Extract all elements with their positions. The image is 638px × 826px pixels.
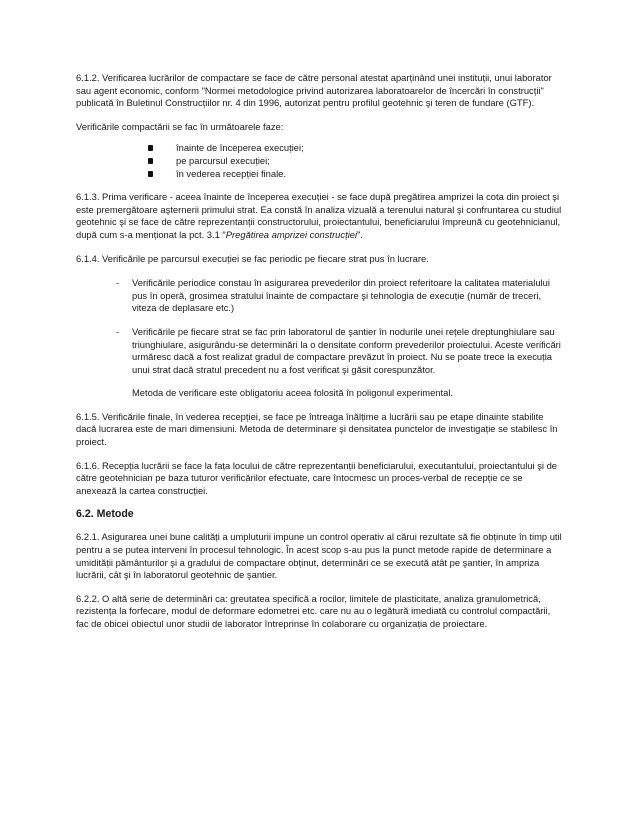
paragraph-6-1-3: 6.1.3. Prima verificare - aceea înainte de începerea execuției - se face după pregătirea amprizei la cota din proiect şi este premergătoare aşternerii primului strat. Ea constă în analiza vizuală a terenului natural şi confruntarea cu studiul geotehnic şi se face de către reprezentanții constructorului, proiectantului, beneficiarului împreună cu geotehnicianul, după cum s-a menționat la pct. 3.1 "Pregătirea amprizei construcției".	[76, 191, 562, 240]
bullet-icon	[148, 145, 153, 151]
list-item: - Verificările pe fiecare strat se fac prin laboratorul de şantier în nodurile unei rețele dreptunghiulare sau triunghiulare, asigurându-se determinări la o densitate conform prevederilor proiectului. Aceste verificări urmăresc dacă a fost realizat gradul de compactare prevăzut în proiect. Nu se poate trece la execuția unui strat dacă stratul precedent nu a fost verificat şi găsit corespunzător.	[116, 325, 561, 375]
list-item: în vederea recepției finale.	[148, 168, 562, 181]
paragraph-6-2-2: 6.2.2. O altă serie de determinări ca: greutatea specifică a rocilor, limitele de plasticitate, analiza granulometrică, rezistența la forfecare, modul de deformare edometrei etc. care nu au o legătură imediată cu controlul compactării, fac de obicei obiectul unor studii de laborator întreprinse în colaborare cu organizația de proiectare.	[76, 592, 551, 629]
document-page	[76, 72, 562, 642]
paragraph-6-1-6: 6.1.6. Recepția lucrării se face la fața locului de către reprezentanții beneficiarului, executantului, proiectantului şi de către geotehnician pe baza tuturor verificărilor efectuate, care întocmesc un proces-verbal de recepție ce se anexează la cartea construcției.	[76, 459, 558, 496]
list-item: pe parcursul execuției;	[148, 155, 562, 168]
dash-marker: -	[116, 325, 120, 337]
paragraph-6-2-1: 6.2.1. Asigurarea unei bune calități a umpluturii impune un control operativ al cărui rezultate să fie obținute în timp util pentru a se putea interveni în procesul tehnologic. În acest scop s-au pus la punct metode rapide de determinare a umidității pământurilor şi a gradului de compactare obținut, determinări ce se execută atât pe şantier, în ampriza lucrării, cât şi în laboratorul geotehnic de şantier.	[76, 531, 562, 581]
paragraph-6-1-2: 6.1.2. Verificarea lucrărilor de compactare se face de către personal atestat aparținând unei instituții, unui laborator sau agent economic, conform "Normei metodologice privind autorizarea laboratoarelor de încercări în construcții" publicată în Buletinul Construcțiilor nr. 4 din 1996, autorizat pentru profilul geotehnic şi teren de fundare (GTF).	[76, 72, 552, 109]
bullet-icon	[148, 158, 153, 164]
dash-marker: -	[116, 277, 120, 289]
paragraph-6-1-5: 6.1.5. Verificările finale, în vederea recepției, se face pe întreaga înălțime a lucrării sau pe etape dinainte stabilite dacă lucrarea este de mari dimensiuni. Metoda de determinare şi densitatea punctelor de investigație se stabilesc în proiect.	[76, 410, 558, 448]
method-note: Metoda de verificare este obligatoriu aceea folosită în poligonul experimental.	[132, 387, 454, 399]
list-item: - Verificările periodice constau în asigurarea prevederilor din proiect referitoare la calitatea materialului pus în operă, grosimea stratului înainte de compactare şi tehnologia de execuție (număr de treceri, viteza de deplasare etc.)	[116, 277, 550, 314]
bullet-icon	[148, 171, 153, 177]
verification-list	[116, 277, 562, 376]
list-item: înainte de începerea execuției;	[148, 142, 562, 155]
paragraph-6-1-4: 6.1.4. Verificările pe parcursul execuției se fac periodic pe fiecare strat pus în lucrare.	[76, 252, 429, 264]
phases-intro: Verificările compactării se fac în următoarele faze:	[76, 120, 284, 132]
phases-list	[148, 142, 562, 180]
section-heading: 6.2. Metode	[76, 508, 134, 521]
